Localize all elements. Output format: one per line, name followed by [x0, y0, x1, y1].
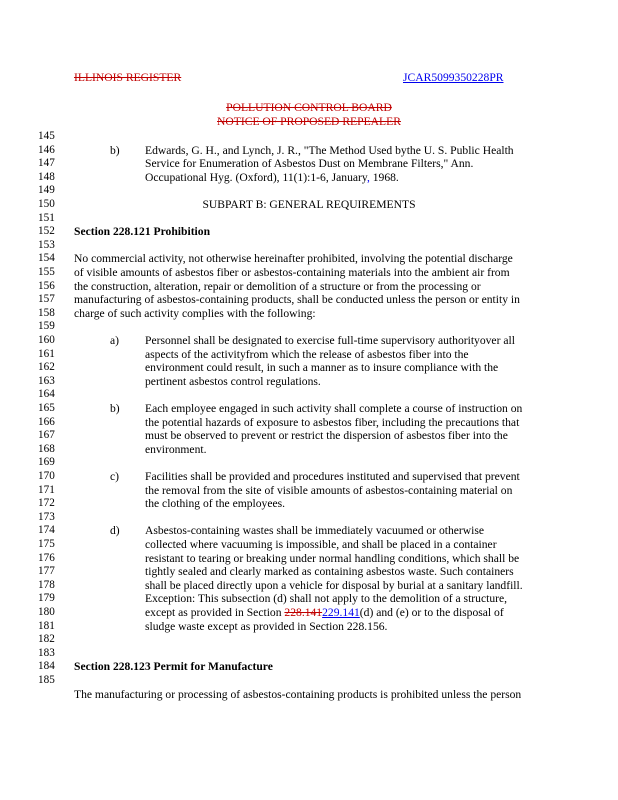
- item-d-line: collected where vacuuming is impossible, and shall be placed in a container: [145, 538, 497, 551]
- line-number: 159: [38, 320, 55, 332]
- section-121-line: charge of such activity complies with the following:: [74, 306, 316, 320]
- line-number: 146: [38, 143, 55, 156]
- item-b-line: environment.: [145, 442, 207, 456]
- line-number: 169: [38, 456, 55, 468]
- line-number: 175: [38, 538, 55, 550]
- line-number: 165: [38, 402, 55, 414]
- line-number: 158: [38, 306, 55, 319]
- item-d-marker: d): [110, 524, 120, 537]
- item-d-text: except as provided in Section: [145, 606, 285, 619]
- item-d-line-amended: [145, 606, 504, 619]
- section-121-line: the construction, alteration, repair or demolition of a structure or from the processing or: [74, 279, 481, 293]
- ref-b-marker: b): [110, 143, 120, 157]
- line-number: 157: [38, 293, 55, 305]
- line-number: 149: [38, 184, 55, 196]
- deleted-section-ref: 228.141: [284, 606, 323, 619]
- item-d-line: sludge waste except as provided in Section 228.156.: [145, 619, 388, 633]
- line-number: 172: [38, 497, 55, 509]
- line-number: 166: [38, 415, 55, 428]
- line-number: 153: [38, 238, 55, 251]
- register-title: ILLINOIS REGISTER: [74, 71, 182, 84]
- line-number: 181: [38, 619, 55, 632]
- item-a-line: pertinent asbestos control regulations.: [145, 374, 321, 388]
- line-number: 167: [38, 429, 55, 441]
- line-number: 170: [38, 470, 55, 482]
- item-a-line: Personnel shall be designated to exercise full-time supervisory authorityover all: [145, 334, 515, 347]
- line-number: 164: [38, 388, 55, 400]
- notice-title: NOTICE OF PROPOSED REPEALER: [217, 115, 401, 128]
- section-123-heading: Section 228.123 Permit for Manufacture: [74, 660, 273, 673]
- item-a-line: aspects of the activityfrom which the release of asbestos fiber into the: [145, 347, 469, 361]
- section-121-line: of visible amounts of asbestos fiber or asbestos-containing materials into the ambient air from: [74, 266, 510, 279]
- line-number: 152: [38, 225, 55, 237]
- item-d-line: Exception: This subsection (d) shall not apply to the demolition of a structure,: [145, 592, 508, 605]
- item-d-line: Asbestos-containing wastes shall be immediately vacuumed or otherwise: [145, 524, 485, 537]
- line-number: 183: [38, 646, 55, 659]
- item-b-marker: b): [110, 402, 120, 415]
- ref-b-year: 1968.: [369, 170, 399, 184]
- board-name: POLLUTION CONTROL BOARD: [226, 101, 392, 114]
- ref-b-line: Service for Enumeration of Asbestos Dust on Membrane Filters," Ann.: [145, 157, 474, 170]
- item-b-line: Each employee engaged in such activity shall complete a course of instruction on: [145, 402, 523, 415]
- inserted-comma: ,: [366, 170, 370, 184]
- line-number: 180: [38, 606, 55, 618]
- line-number: 179: [38, 592, 55, 604]
- section-121-heading: Section 228.121 Prohibition: [74, 225, 211, 238]
- line-number: 161: [38, 347, 55, 360]
- line-number: 150: [38, 198, 55, 210]
- item-b-line: the potential hazards of exposure to asbestos fiber, including the precautions that: [145, 415, 520, 429]
- section-121-line: No commercial activity, not otherwise hereinafter prohibited, involving the potential discharge: [74, 252, 513, 265]
- line-number: 145: [38, 130, 55, 142]
- line-number: 156: [38, 279, 55, 292]
- line-number: 162: [38, 361, 55, 373]
- item-d-text: (d) and (e) or to the disposal of: [359, 606, 504, 619]
- ref-b-line-last: [145, 171, 399, 184]
- item-c-line: the clothing of the employees.: [145, 497, 286, 510]
- item-d-line: shall be placed directly upon a vehicle for disposal by burial at a sanitary landfill.: [145, 578, 523, 592]
- item-d-line: resistant to tearing or breaking under normal handling conditions, which shall be: [145, 551, 520, 565]
- item-a-marker: a): [110, 334, 120, 347]
- line-number: 154: [38, 252, 55, 264]
- item-a-line: environment could result, in such a manner as to insure compliance with the: [145, 361, 499, 374]
- inserted-section-ref: 229.141: [322, 606, 360, 619]
- line-number: 185: [38, 674, 55, 686]
- ref-b-line: Edwards, G. H., and Lynch, J. R., "The Method Used bythe U. S. Public Health: [145, 143, 514, 157]
- line-number: 182: [38, 633, 55, 645]
- line-number: 178: [38, 578, 55, 591]
- item-c-marker: c): [110, 470, 120, 483]
- line-number: 147: [38, 157, 55, 169]
- item-b-line: must be observed to prevent or restrict the dispersion of asbestos fiber into the: [145, 429, 508, 442]
- line-number: 174: [38, 524, 55, 536]
- item-c-line: the removal from the site of visible amounts of asbestos-containing material on: [145, 483, 513, 497]
- line-number: 163: [38, 374, 55, 387]
- ref-b-text: Occupational Hyg. (Oxford), 11(1):1-6, January: [145, 170, 367, 184]
- item-d-line: tightly sealed and clearly marked as containing asbestos waste. Such containers: [145, 565, 514, 578]
- line-number: 155: [38, 266, 55, 278]
- line-number: 151: [38, 211, 55, 224]
- line-number: 184: [38, 660, 55, 672]
- line-number: 148: [38, 170, 55, 183]
- line-number: 171: [38, 483, 55, 496]
- line-number: 177: [38, 565, 55, 577]
- line-number: 176: [38, 551, 55, 564]
- subpart-heading: SUBPART B: GENERAL REQUIREMENTS: [202, 198, 416, 211]
- jcar-code-link[interactable]: JCAR5099350228PR: [403, 71, 504, 84]
- section-121-line: manufacturing of asbestos-containing products, shall be conducted unless the person or entity in: [74, 293, 520, 306]
- item-c-line: Facilities shall be provided and procedures instituted and supervised that prevent: [145, 470, 520, 483]
- line-number: 173: [38, 510, 55, 523]
- line-number: 168: [38, 442, 55, 455]
- section-123-line: The manufacturing or processing of asbestos-containing products is prohibited unless the person: [74, 687, 522, 701]
- line-number: 160: [38, 334, 55, 346]
